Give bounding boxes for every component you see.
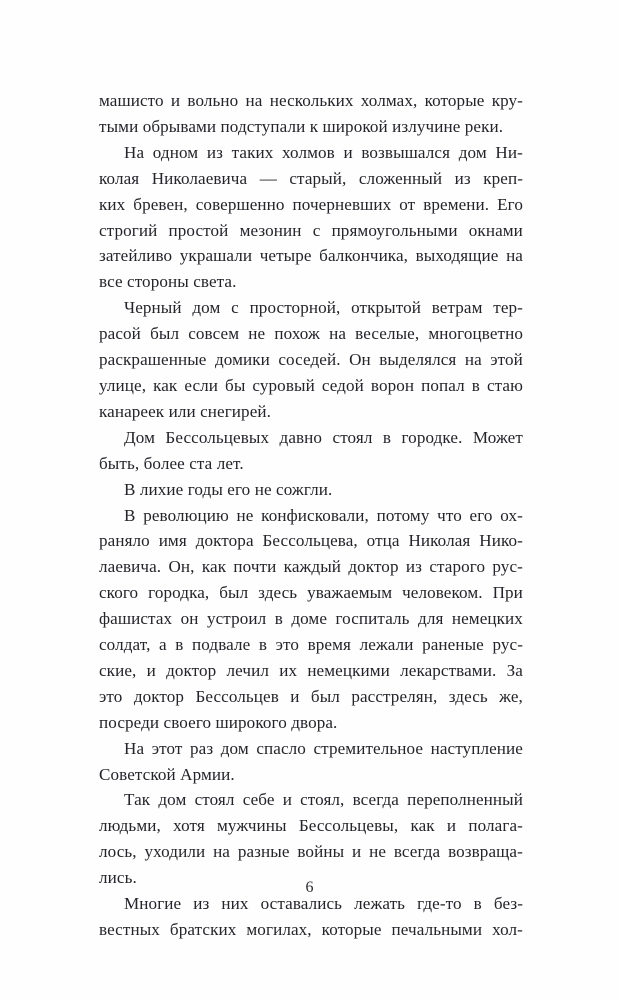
word: бы: [225, 375, 246, 395]
word: рус-: [492, 635, 523, 655]
word: Бессольцевы,: [298, 816, 399, 836]
word: войны: [297, 842, 345, 862]
word: холмах,: [360, 91, 418, 110]
word: Нико-: [479, 531, 523, 551]
word: немецких: [451, 609, 523, 629]
word: рус-: [492, 557, 523, 577]
page-body-text: [99, 88, 523, 943]
word: всегда: [393, 842, 441, 862]
word: почти: [233, 557, 277, 577]
word: госпиталь: [335, 609, 410, 629]
word: из: [206, 142, 223, 162]
word: веселые,: [355, 324, 420, 344]
word: городка,: [148, 583, 210, 603]
word: хол-: [492, 920, 523, 939]
word: мезонин: [239, 220, 302, 240]
paragraph: [99, 88, 523, 140]
word: печальными: [391, 920, 483, 939]
text-line: [99, 632, 523, 658]
word: стоял: [194, 790, 235, 810]
word: был: [310, 686, 340, 706]
word: немецкими: [307, 660, 390, 680]
text-line: [99, 736, 523, 762]
word: времени.: [423, 194, 490, 214]
page-number: 6: [305, 879, 314, 896]
word: городке.: [401, 427, 463, 447]
paragraph: [99, 425, 523, 477]
word: тер-: [493, 298, 523, 318]
word: Дом: [124, 427, 155, 447]
text-line: [99, 295, 523, 321]
word: ского: [99, 583, 139, 603]
word: четыре: [259, 246, 312, 266]
word: хотя: [173, 816, 205, 836]
word: в: [382, 427, 392, 447]
paragraph: [99, 140, 523, 295]
word: с: [231, 298, 239, 318]
paragraph: [99, 295, 523, 425]
word: украшали: [179, 246, 253, 266]
word: раненые: [422, 635, 484, 655]
word: выделялся: [379, 350, 457, 370]
paragraph: [99, 787, 523, 891]
word: здесь: [258, 583, 298, 603]
word: ские,: [99, 660, 137, 680]
word: В: [124, 505, 136, 525]
word: устроил: [206, 609, 267, 629]
word: На: [124, 142, 145, 162]
text-line: [99, 192, 523, 218]
word: При: [492, 583, 523, 603]
word: одном: [152, 142, 199, 162]
word: всегда: [352, 790, 399, 810]
word: машисто: [99, 91, 164, 110]
word: для: [418, 609, 444, 629]
word: Так: [124, 790, 151, 810]
word: стоял,: [300, 790, 345, 810]
word: могилах,: [246, 920, 312, 939]
word: вестных: [99, 920, 160, 939]
word: прямоугольными: [331, 220, 458, 240]
text-line: [99, 503, 523, 529]
text-line: [99, 813, 523, 839]
word: Он,: [168, 557, 195, 577]
word: его: [469, 505, 493, 525]
word: нескольких: [269, 91, 354, 110]
word: выходящие: [415, 246, 499, 266]
word: ох-: [500, 505, 523, 525]
word: здесь: [448, 686, 488, 706]
word: в: [473, 894, 482, 914]
word: и: [146, 660, 156, 680]
word: таких: [231, 142, 274, 162]
text-line: все стороны света.: [99, 272, 237, 292]
word: человеком.: [402, 583, 483, 603]
paragraph: [99, 891, 523, 943]
word: которые: [424, 91, 485, 110]
word: уважаемым: [307, 583, 393, 603]
word: на: [245, 91, 263, 110]
word: наступление: [430, 738, 523, 758]
word: и: [170, 91, 181, 110]
paragraph: [99, 503, 523, 736]
text-line: [99, 425, 523, 451]
word: колая: [99, 168, 140, 188]
text-line: [99, 166, 523, 192]
paragraph: [99, 477, 523, 503]
word: старый,: [289, 168, 347, 188]
text-line: Советской Армии.: [99, 764, 235, 784]
word: и: [352, 842, 362, 862]
word: как: [153, 375, 178, 395]
word: в: [175, 635, 184, 655]
word: ких: [99, 194, 126, 214]
word: кру-: [491, 91, 523, 110]
word: лекарствами.: [400, 660, 497, 680]
word: себе: [242, 790, 275, 810]
word: которые: [321, 920, 382, 939]
word: ветрам: [431, 298, 483, 318]
word: балкончика,: [319, 246, 409, 266]
text-line: [99, 218, 523, 244]
text-line: тыми обрывами подступали к широкой излучине реки.: [99, 116, 504, 136]
text-line: [99, 917, 523, 943]
word: стремительное: [313, 738, 424, 758]
word: и: [282, 790, 292, 810]
word: старого: [429, 557, 486, 577]
text-line: канареек или снегирей.: [99, 401, 272, 421]
word: разные: [237, 842, 290, 862]
word: давно: [279, 427, 323, 447]
word: креп-: [483, 168, 523, 188]
text-line: [99, 787, 523, 813]
word: не: [236, 505, 254, 525]
text-line: В лихие годы его не сожгли.: [124, 479, 333, 499]
word: в: [274, 609, 283, 629]
word: затейливо: [99, 246, 173, 266]
text-line: лись.: [99, 868, 137, 888]
word: На: [124, 738, 145, 758]
text-line: [99, 606, 523, 632]
text-line: [99, 373, 523, 399]
word: уходили: [144, 842, 206, 862]
word: Николая: [408, 531, 471, 551]
word: совсем: [188, 324, 240, 344]
word: мужчины: [217, 816, 287, 836]
word: от: [399, 194, 416, 214]
word: имя: [158, 531, 187, 551]
word: и: [290, 686, 300, 706]
word: без-: [493, 894, 523, 914]
word: солдат,: [99, 635, 151, 655]
word: время: [307, 635, 351, 655]
word: это: [99, 686, 123, 706]
word: возвышался: [361, 142, 451, 162]
word: полага-: [468, 816, 523, 836]
word: доме: [291, 609, 328, 629]
word: фашистах: [99, 609, 173, 629]
word: ворон: [370, 375, 415, 395]
word: этот: [151, 738, 183, 758]
word: он: [180, 609, 199, 629]
word: лось,: [99, 842, 137, 862]
word: стоял: [332, 427, 373, 447]
word: конфисковали,: [261, 505, 369, 525]
word: многоцветно: [428, 324, 523, 344]
word: расой: [99, 324, 141, 344]
word: стаю: [486, 375, 523, 395]
text-line: [99, 528, 523, 554]
word: этой: [490, 350, 523, 370]
word: что: [437, 505, 462, 525]
text-line: [99, 88, 523, 114]
text-line: [99, 839, 523, 865]
word: с: [312, 220, 321, 240]
text-line: быть, более ста лет.: [99, 453, 244, 473]
word: бревен,: [133, 194, 188, 214]
text-line: [99, 684, 523, 710]
word: революцию: [143, 505, 229, 525]
word: Его: [497, 194, 523, 214]
word: Николаевича: [151, 168, 248, 188]
word: как: [201, 557, 227, 577]
word: лаевича.: [99, 557, 162, 577]
word: дом: [458, 142, 487, 162]
word: —: [259, 168, 277, 188]
word: потому: [376, 505, 430, 525]
word: и: [446, 816, 457, 836]
word: в: [471, 375, 480, 395]
word: на: [329, 324, 347, 344]
word: доктора: [195, 531, 254, 551]
text-line: посреди своего широкого двора.: [99, 712, 338, 732]
word: людьми,: [99, 816, 161, 836]
text-line: [99, 658, 523, 684]
word: Многие: [124, 894, 182, 914]
text-line: [99, 243, 523, 269]
word: лечил: [226, 660, 269, 680]
word: отца: [366, 531, 400, 551]
text-line: [99, 321, 523, 347]
text-line: [99, 140, 523, 166]
word: из: [193, 894, 210, 914]
word: расстрелян,: [351, 686, 438, 706]
word: Может: [472, 427, 523, 447]
paragraph: [99, 736, 523, 788]
word: дом: [192, 298, 221, 318]
word: где-то: [417, 894, 462, 914]
word: попал: [421, 375, 465, 395]
word: в: [258, 635, 268, 655]
word: соседей.: [278, 350, 341, 370]
word: Бессольцевых: [165, 427, 270, 447]
word: не: [248, 324, 266, 344]
word: раз: [190, 738, 214, 758]
word: лежать: [354, 894, 406, 914]
word: если: [184, 375, 219, 395]
word: оставались: [260, 894, 343, 914]
text-line: [99, 347, 523, 373]
word: переполненный: [407, 790, 523, 810]
word: простой: [168, 220, 229, 240]
word: из: [405, 557, 423, 577]
word: как: [410, 816, 435, 836]
word: это: [275, 635, 300, 655]
word: их: [279, 660, 298, 680]
word: а: [159, 635, 167, 655]
word: Бессольцева,: [262, 531, 358, 551]
word: сложенный: [358, 168, 443, 188]
word: доктор: [166, 660, 217, 680]
word: открытой: [351, 298, 421, 318]
word: спасло: [256, 738, 306, 758]
word: окнами: [468, 220, 523, 240]
word: улице,: [99, 375, 147, 395]
word: дом: [158, 790, 187, 810]
text-line: [99, 580, 523, 606]
word: Ни-: [495, 142, 523, 162]
word: же,: [499, 686, 523, 706]
word: братских: [169, 920, 237, 939]
word: был: [219, 583, 249, 603]
word: был: [150, 324, 180, 344]
word: на: [464, 350, 482, 370]
word: строгий: [99, 220, 158, 240]
word: совершенно: [195, 194, 285, 214]
word: седой: [321, 375, 364, 395]
word: просторной,: [249, 298, 341, 318]
word: и: [343, 142, 353, 162]
word: на: [213, 842, 230, 862]
word: Он: [349, 350, 371, 370]
word: суровый: [252, 375, 315, 395]
word: на: [506, 246, 523, 266]
word: доктор: [133, 686, 185, 706]
word: За: [506, 660, 523, 680]
word: домики: [214, 350, 270, 370]
word: каждый: [283, 557, 342, 577]
word: почерневших: [292, 194, 392, 214]
word: раняло: [99, 531, 150, 551]
word: из: [454, 168, 471, 188]
word: не: [369, 842, 387, 862]
word: них: [221, 894, 249, 914]
word: подвале: [192, 635, 251, 655]
word: похож: [274, 324, 320, 344]
word: лежали: [359, 635, 414, 655]
text-line: [99, 554, 523, 580]
word: возвраща-: [448, 842, 523, 862]
word: вольно: [187, 91, 239, 110]
word: холмов: [282, 142, 335, 162]
word: Бессольцев: [195, 686, 279, 706]
word: доктор: [348, 557, 399, 577]
word: дом: [220, 738, 249, 758]
word: Черный: [124, 298, 182, 318]
word: раскрашенные: [99, 350, 207, 370]
